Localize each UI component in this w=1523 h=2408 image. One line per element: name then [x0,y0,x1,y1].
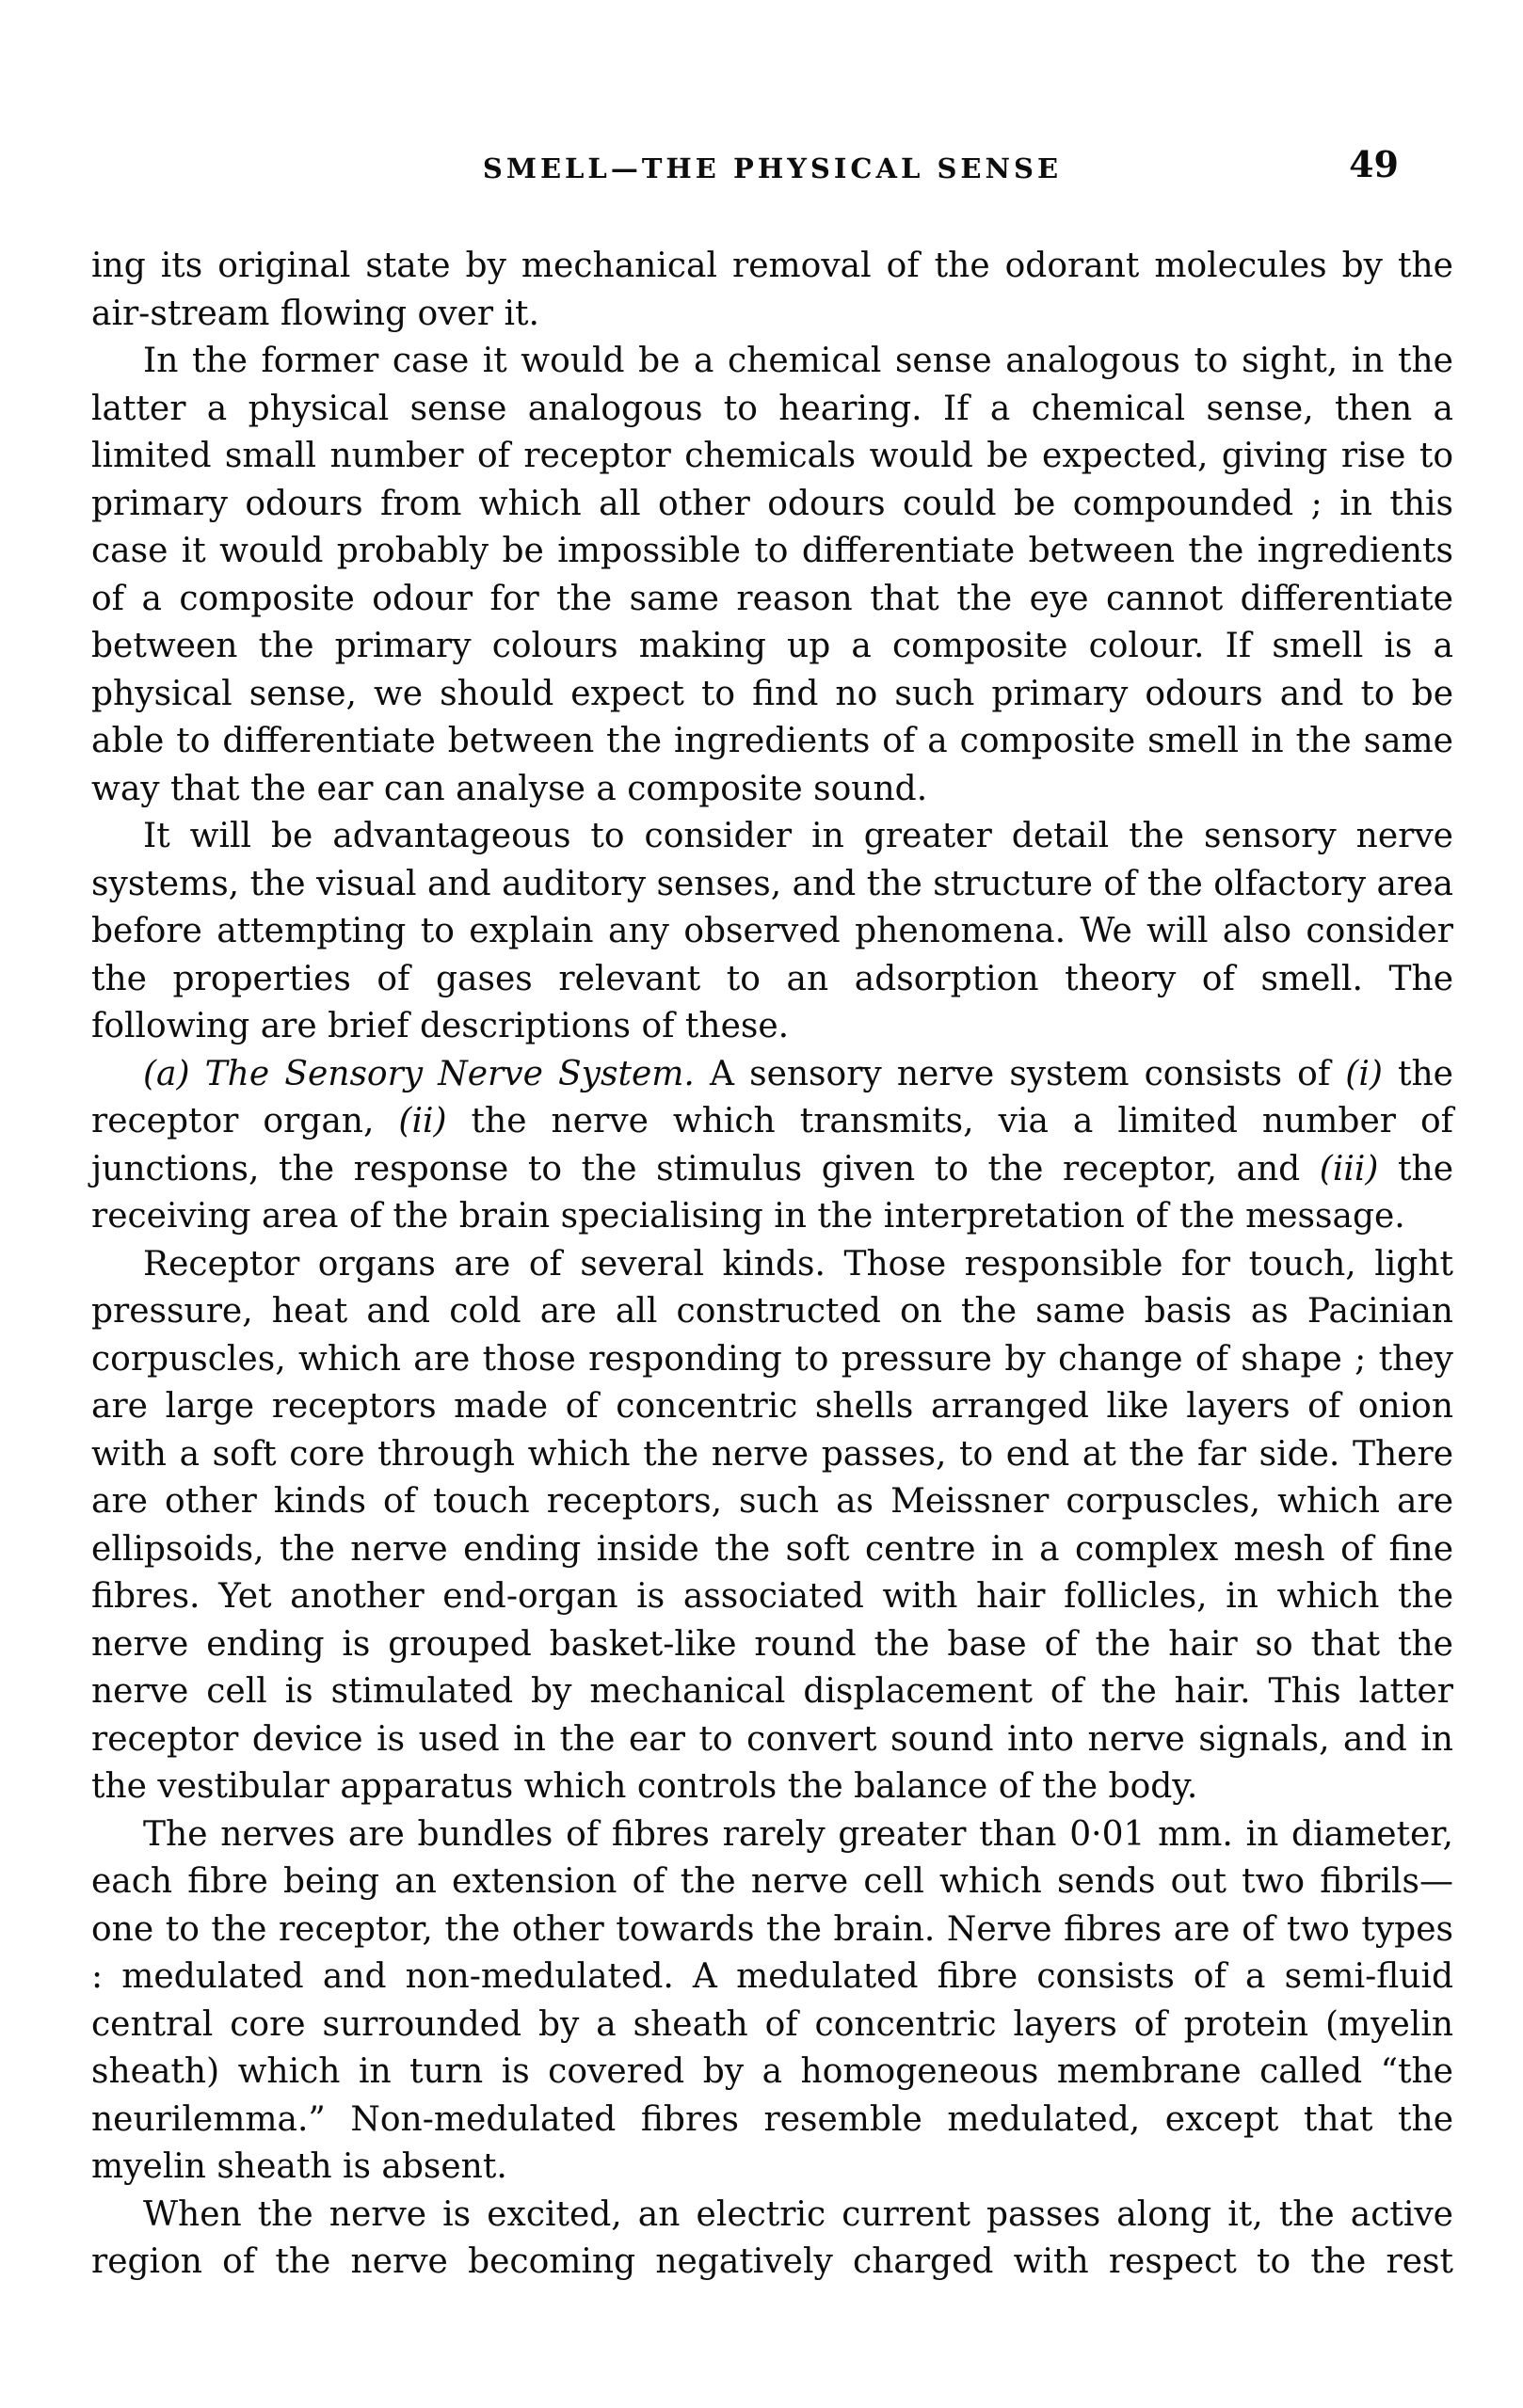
paragraph [91,1241,1453,1811]
page-body [91,243,1453,2287]
text-run: Receptor organs are of several kinds. Those responsible for touch, light pressure, heat and cold are all constructed on the same basis as Pacinian corpuscles, which are those responding to pressure by change of shape ; they are large receptors made of concentric shells arranged like layers of onion with a soft core through which the nerve passes, to end at the far side. There are other kinds of touch receptors, such as Meissner corpuscles, which are ellipsoids, the nerve ending inside the soft centre in a complex mesh of fine fibres. Yet another end-organ is associated with hair follicles, in which the nerve ending is grouped basket-like round the base of the hair so that the nerve cell is stimulated by mechanical displacement of the hair. This latter receptor device is used in the ear to convert sound into nerve signals, and in the vestibular apparatus which controls the balance of the body. [91,1244,1453,1806]
page-title: SMELL—THE PHYSICAL SENSE [482,152,1063,184]
page-number: 49 [1349,143,1399,185]
paragraph [91,338,1453,813]
text-run: the receiving area of the brain specialising in the interpretation of the message. [91,1149,1453,1236]
paragraph [91,1051,1453,1241]
paragraph [91,813,1453,1051]
text-run: the nerve which transmits, via a limited number of junctions, the response to the stimulus given to the receptor, and [91,1102,1453,1188]
text-run: The nerves are bundles of fibres rarely greater than 0·01 mm. in diameter, each fibre being an extension of the nerve cell which sends out two fibrils—one to the receptor, the other towards the brain. Nerve fibres are of two types : medulated and non-medulated. A medulated fibre consists of a semi-fluid central core surrounded by a sheath of concentric layers of protein (myelin sheath) which in turn is covered by a homogeneous membrane called “the neurilemma.” Non-medulated fibres resemble medulated, except that the myelin sheath is absent. [91,1814,1453,2186]
text-run-italic: (ii) [398,1102,447,1140]
text-run: ing its original state by mechanical removal of the odorant molecules by the air-stream flowing over it. [91,247,1453,333]
text-run: In the former case it would be a chemical sense analogous to sight, in the latter a physical sense analogous to hearing. If a chemical sense, then a limited small number of receptor chemicals would be expected, giving rise to primary odours from which all other odours could be compounded ; in this case it would probably be impossible to differentiate between the ingredients of a composite odour for the same reason that the eye cannot differentiate between the primary colours making up a composite colour. If smell is a physical sense, we should expect to find no such primary odours and to be able to differentiate between the ingredients of a composite smell in the same way that the ear can analyse a composite sound. [91,342,1453,808]
running-head [91,143,1453,196]
paragraph [91,243,1453,338]
text-run: A sensory nerve system consists of [694,1054,1346,1093]
text-run-italic: (i) [1345,1054,1383,1093]
paragraph [91,2192,1453,2287]
text-run-italic: (a) The Sensory Nerve System. [143,1054,695,1093]
text-run: When the nerve is excited, an electric current passes along it, the active region of the nerve becoming negatively charged with respect to the rest [91,2194,1453,2281]
paragraph [91,1811,1453,2192]
text-run: the receptor organ, [91,1054,1453,1140]
text-run-italic: (iii) [1319,1149,1379,1188]
text-run: It will be advantageous to consider in greater detail the sensory nerve systems, the visual and auditory senses, and the structure of the olfactory area before attempting to explain any observed phenomena. We will also consider the properties of gases relevant to an adsorption theory of smell. The following are brief descriptions of these. [91,817,1453,1045]
